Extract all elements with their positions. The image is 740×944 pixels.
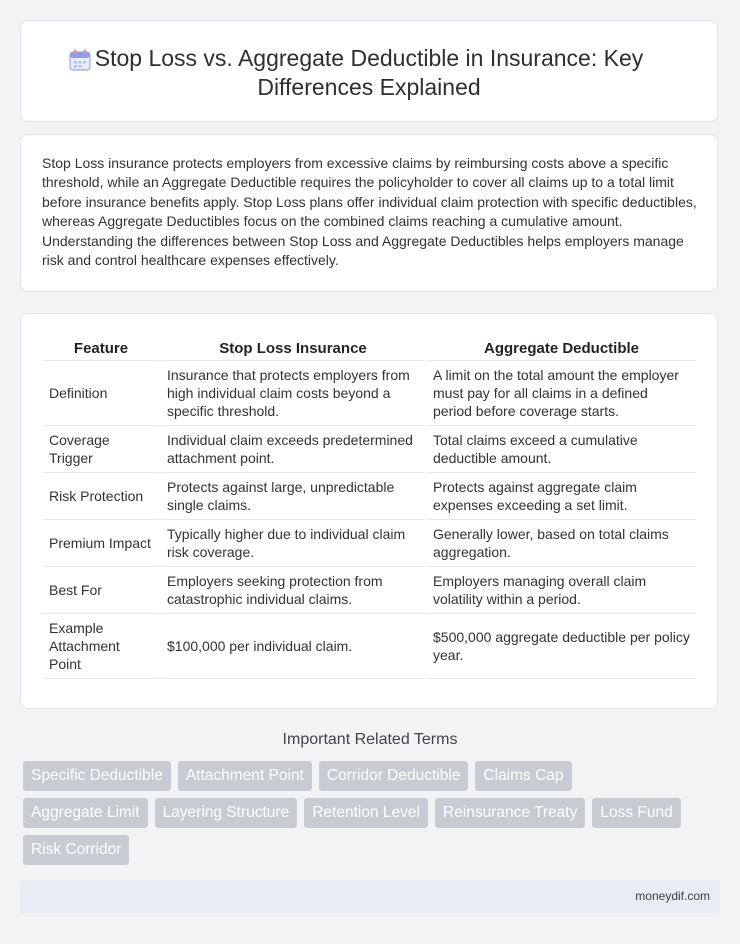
table-row bbox=[43, 361, 696, 426]
related-term-tag[interactable]: Loss Fund bbox=[592, 798, 680, 828]
comparison-card bbox=[20, 313, 718, 709]
row-aggregate-cell: Total claims exceed a cumulative deductible amount. bbox=[427, 426, 696, 473]
footer-bar bbox=[20, 880, 720, 913]
row-stop-loss-cell: $100,000 per individual claim. bbox=[161, 614, 425, 679]
table-row bbox=[43, 567, 696, 614]
row-aggregate-cell: $500,000 aggregate deductible per policy year. bbox=[427, 614, 696, 679]
related-terms-list bbox=[23, 761, 703, 865]
table-row bbox=[43, 426, 696, 473]
row-aggregate-cell: Employers managing overall claim volatility within a period. bbox=[427, 567, 696, 614]
related-term-tag[interactable]: Aggregate Limit bbox=[23, 798, 148, 828]
row-feature-cell: Best For bbox=[43, 567, 159, 614]
table-row bbox=[43, 520, 696, 567]
table-row bbox=[43, 473, 696, 520]
row-feature-cell: Definition bbox=[43, 361, 159, 426]
intro-paragraph: Stop Loss insurance protects employers from excessive claims by reimbursing costs above a specific threshold, while an Aggregate Deductible requires the policyholder to cover all claims up to a total limit before insurance benefits apply. Stop Loss plans offer individual claim protection with specific deductibles, whereas Aggregate Deductibles focus on the combined claims reaching a cumulative amount. Understanding the differences between Stop Loss and Aggregate Deductibles helps employers manage risk and control healthcare expenses effectively. bbox=[42, 155, 697, 269]
related-term-tag[interactable]: Risk Corridor bbox=[23, 835, 129, 865]
row-stop-loss-cell: Insurance that protects employers from high individual claim costs beyond a specific threshold. bbox=[161, 361, 425, 426]
related-term-tag[interactable]: Attachment Point bbox=[178, 761, 312, 791]
page-title: Stop Loss vs. Aggregate Deductible in Insurance: Key Differences Explained bbox=[94, 45, 644, 100]
related-term-tag[interactable]: Corridor Deductible bbox=[319, 761, 469, 791]
related-term-tag[interactable]: Claims Cap bbox=[475, 761, 571, 791]
footer-site-link[interactable]: moneydif.com bbox=[635, 889, 710, 903]
row-feature-cell: Premium Impact bbox=[43, 520, 159, 567]
table-row bbox=[43, 614, 696, 679]
header-feature: Feature bbox=[43, 334, 159, 361]
related-term-tag[interactable]: Retention Level bbox=[304, 798, 428, 828]
row-aggregate-cell: Generally lower, based on total claims aggregation. bbox=[427, 520, 696, 567]
related-term-tag[interactable]: Specific Deductible bbox=[23, 761, 171, 791]
row-aggregate-cell: Protects against aggregate claim expenses exceeding a set limit. bbox=[427, 473, 696, 520]
comparison-table bbox=[41, 334, 698, 679]
row-stop-loss-cell: Protects against large, unpredictable single claims. bbox=[161, 473, 425, 520]
intro-card bbox=[20, 134, 718, 292]
related-term-tag[interactable]: Reinsurance Treaty bbox=[435, 798, 585, 828]
table-header-row bbox=[43, 334, 696, 361]
title-card bbox=[20, 20, 718, 122]
row-feature-cell: Risk Protection bbox=[43, 473, 159, 520]
row-feature-cell: Example Attachment Point bbox=[43, 614, 159, 679]
related-term-tag[interactable]: Layering Structure bbox=[155, 798, 298, 828]
header-stop-loss: Stop Loss Insurance bbox=[161, 334, 425, 361]
row-stop-loss-cell: Individual claim exceeds predetermined attachment point. bbox=[161, 426, 425, 473]
related-terms-heading: Important Related Terms bbox=[282, 731, 458, 748]
header-aggregate-deductible: Aggregate Deductible bbox=[427, 334, 696, 361]
row-feature-cell: Coverage Trigger bbox=[43, 426, 159, 473]
row-stop-loss-cell: Typically higher due to individual claim risk coverage. bbox=[161, 520, 425, 567]
row-stop-loss-cell: Employers seeking protection from catastrophic individual claims. bbox=[161, 567, 425, 614]
row-aggregate-cell: A limit on the total amount the employer must pay for all claims in a defined period before coverage starts. bbox=[427, 361, 696, 426]
